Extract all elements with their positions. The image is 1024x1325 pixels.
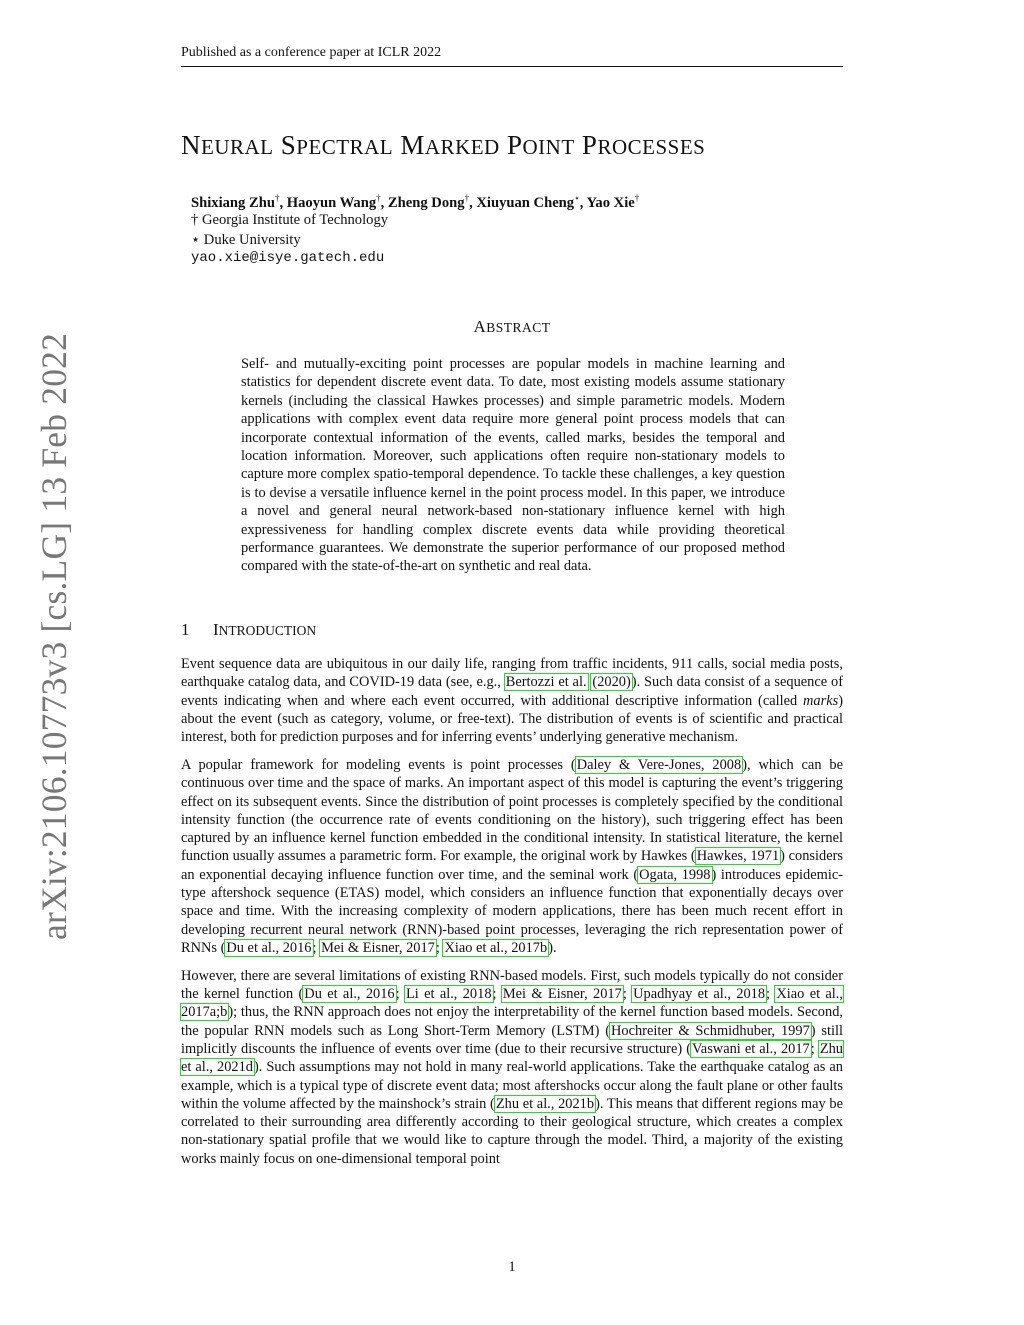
heading-smallcaps: BSTRACT <box>486 320 551 335</box>
separator: ; <box>492 986 502 1003</box>
page-number: 1 <box>508 1259 516 1275</box>
section-number: 1 <box>181 620 190 639</box>
author-name: Zheng Dong <box>387 194 465 211</box>
text-run: ) still implicitly discounts the influence of events over time (due to their recursive structure) ( <box>181 1022 843 1057</box>
title-smallcaps: ARKED <box>424 135 500 159</box>
affiliation-mark: † <box>274 193 280 203</box>
citation-link[interactable]: Zhu et al., 2021b <box>495 1095 595 1112</box>
separator: ; <box>395 986 405 1003</box>
citation-link[interactable]: Mei & Eisner, 2017 <box>502 986 622 1003</box>
citation-link[interactable]: Xiao et al., 2017a;b <box>181 986 843 1021</box>
citation-link[interactable]: Du et al., 2016 <box>304 986 395 1003</box>
paper-title <box>181 130 705 161</box>
abstract-text: Self- and mutually-exciting point processes are popular models in machine learning and statistics for dependent discrete event data. To date, most existing models assume stationary kernels (including the classical Hawkes processes) and simple parametric models. Modern applications with complex event data require more general point process models that can incorporate contextual information of the events, called marks, besides the temporal and location information. Moreover, such applications often require non-stationary models to capture more complex spatio-temporal dependence. To tackle these challenges, a key question is to devise a versatile influence kernel in the point process model. In this paper, we introduce a novel and general neural network-based non-stationary influence kernel with high expressiveness for handling complex discrete events data while providing theoretical performance guarantees. We demonstrate the superior performance of our proposed method compared with the state-of-the-art on synthetic and real data. <box>241 356 785 575</box>
paragraph <box>181 655 843 746</box>
section-heading-introduction <box>181 620 316 640</box>
citation-link[interactable]: Vaswani et al., 2017 <box>692 1040 810 1057</box>
affiliation-duke: ⋆ Duke University <box>191 232 301 248</box>
author-name: Haoyun Wang <box>286 194 377 211</box>
text-run: However, there are several limitations of existing RNN-based models. First, such models typically do not consider the kernel function ( <box>181 967 843 1003</box>
affiliation-mark: ⋆ <box>574 193 580 203</box>
title-cap: P <box>506 130 523 160</box>
author-name: Yao Xie <box>586 194 635 211</box>
citation-link[interactable]: Xiao et al., 2017b <box>444 939 548 956</box>
text-run: ). Such data consist of a sequence of events indicating when and where each event occurred, with additional descriptive information (called <box>181 674 843 709</box>
text-run: Event sequence data are ubiquitous in our daily life, ranging from traffic incidents, 911 calls, social media posts, earthquake catalog data, and COVID-19 data (see, e.g., <box>181 656 843 691</box>
author-name: Shixiang Zhu <box>191 194 275 211</box>
citation-link[interactable]: Du et al., 2016 <box>226 939 312 956</box>
text-run: ) introduces epidemic-type aftershock sequence (ETAS) model, which considers an influence function that exponentially decays over space and time. With the increasing complexity of modern applications, there has been much recent effort in developing recurrent neural network (RNN)-based point processes, leveraging the rich representation power of RNNs ( <box>181 866 843 956</box>
text-run: ). <box>548 939 557 956</box>
separator: ; <box>435 939 444 956</box>
paragraph <box>181 967 843 1168</box>
citation-link[interactable]: Hawkes, 1971 <box>696 848 780 865</box>
citation-link[interactable]: Mei & Eisner, 2017 <box>321 939 435 956</box>
text-run: ) considers an exponential decaying influence function over time, and the seminal work ( <box>181 848 843 883</box>
affiliation-mark: † <box>634 193 640 203</box>
text-run: A popular framework for modeling events is point processes ( <box>181 756 576 773</box>
text-run: ) about the event (such as category, volume, or free-text). The distribution of events is of scientific and practical interest, both for prediction purposes and for inferring events’ underlying generative mechanism. <box>181 692 843 746</box>
citation-link[interactable]: Ogata, 1998 <box>639 866 711 883</box>
citation-link[interactable]: Zhu et al., 2021d <box>181 1040 843 1076</box>
citation-link[interactable]: Hochreiter & Schmidhuber, 1997 <box>611 1022 810 1039</box>
emphasis: marks <box>803 692 839 709</box>
text-run: ); thus, the RNN approach does not enjoy the interpretability of the kernel function based models. Second, the popular RNN models such as Long Short-Term Memory (LSTM) ( <box>181 1004 843 1039</box>
arxiv-stamp: arXiv:2106.10773v3 [cs.LG] 13 Feb 2022 <box>34 332 74 940</box>
header-rule <box>181 66 843 67</box>
title-cap: P <box>581 130 598 160</box>
title-smallcaps: EURAL <box>201 135 274 159</box>
introduction-body <box>181 655 843 1178</box>
citation-link[interactable]: Daley & Vere-Jones, 2008 <box>576 756 742 773</box>
heading-cap: A <box>473 317 487 336</box>
author-list: Shixiang Zhu†, Haoyun Wang†, Zheng Dong†, Xiuyuan Cheng⋆, Yao Xie† <box>191 193 640 211</box>
heading-cap: I <box>213 620 219 639</box>
text-run: ). Such assumptions may not hold in many real-world applications. Take the earthquake catalog as an example, which is a typical type of discrete event data; most aftershocks occur along the fault plane or other faults within the volume affected by the mainshock’s strain ( <box>181 1059 843 1112</box>
author-email: yao.xie@isye.gatech.edu <box>191 250 385 266</box>
separator: ; <box>312 939 321 956</box>
citation-link[interactable]: Upadhyay et al., 2018 <box>633 986 766 1003</box>
author-name: Xiuyuan Cheng <box>476 194 575 211</box>
separator: ; <box>622 986 633 1003</box>
paragraph <box>181 756 843 957</box>
title-smallcaps: ROCESSES <box>597 135 706 159</box>
separator: ; <box>810 1040 819 1057</box>
affiliation-georgia-tech: † Georgia Institute of Technology <box>191 212 389 228</box>
text-run: ), which can be continuous over time and the space of marks. An important aspect of this model is capturing the event’s triggering effect on its subsequent events. Since the distribution of point processes is completely specified by the conditional intensity function (the occurrence rate of events conditioning on the history), such triggering effect has been captured by an influence kernel function embedded in the conditional intensity. In statistical literature, the kernel function usually assumes a parametric form. For example, the original work by Hawkes ( <box>181 756 843 865</box>
separator: ; <box>766 986 776 1003</box>
citation-link[interactable]: (2020) <box>592 674 631 691</box>
running-header: Published as a conference paper at ICLR 2022 <box>181 45 442 60</box>
abstract-heading <box>0 317 1024 337</box>
affiliation-mark: † <box>376 193 381 203</box>
title-cap: M <box>400 130 425 160</box>
text-run: ). This means that different regions may be correlated to their surrounding area differently according to their geological structure, which creates a complex non-stationary spatial profile that we would like to capture through the model. Third, a majority of the existing works mainly focus on one-dimensional temporal point <box>181 1095 843 1167</box>
title-cap: S <box>280 130 297 160</box>
title-smallcaps: PECTRAL <box>296 135 394 159</box>
affiliation-mark: † <box>464 193 470 203</box>
citation-link[interactable]: Li et al., 2018 <box>405 986 492 1003</box>
heading-smallcaps: NTRODUCTION <box>218 623 317 638</box>
citation-link[interactable]: Bertozzi et al. <box>505 674 587 691</box>
title-cap: N <box>181 130 201 160</box>
title-smallcaps: OINT <box>522 135 575 159</box>
